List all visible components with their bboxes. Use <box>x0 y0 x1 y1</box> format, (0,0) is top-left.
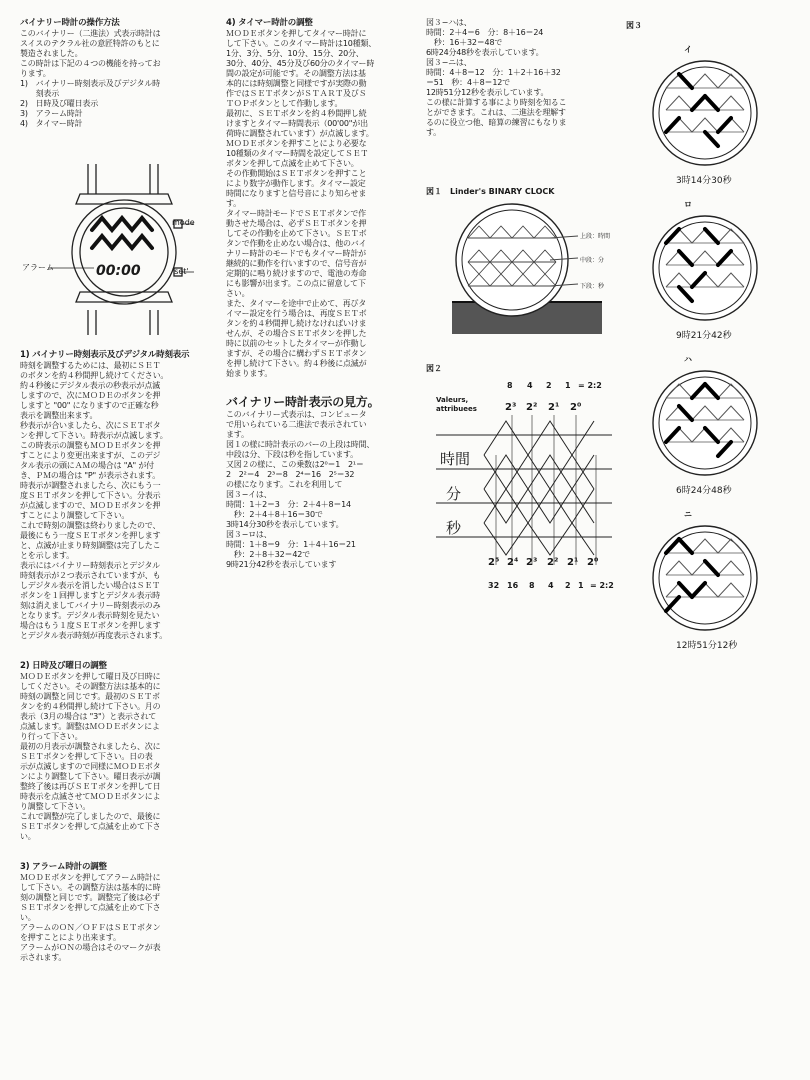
text-line: してその作動を止めて下さい。ＳＥＴボ <box>226 229 367 238</box>
text-line: 時に以前のセットしたタイマーが作動し <box>226 339 367 348</box>
binary-dial-1 <box>650 58 760 168</box>
text-line: となります。デジタル表示時刻を見たい <box>20 611 160 620</box>
text-line: が点滅しますので、ＭＯＤＥボタンを押 <box>20 501 161 510</box>
text-line: けますとタイマー時間表示（00'00"が出 <box>226 119 368 128</box>
text-line: 時刻表示が２つ表示されていますが、も <box>20 571 161 580</box>
text-line: とができます。これは、二進法を理解す <box>426 108 566 117</box>
text-line: ＝51 秒：4＋8＝12で <box>426 78 510 87</box>
text-line: 図３−イは、 <box>226 490 272 499</box>
text-line: タンで作動を止めない場合は、他のバイ <box>226 239 367 248</box>
text-line: 図１の様に時計表示のバーの上段は時間、 <box>226 440 375 449</box>
text-line: す。 <box>426 128 441 137</box>
fig2-bottom-power: 2⁵ <box>488 557 500 568</box>
binary-dial-3 <box>650 368 760 478</box>
text-line: にも影響が出ます。この点に留意して下 <box>226 279 366 288</box>
text-line: 定期的に鳴り続けますので、電池の寿命 <box>226 269 367 278</box>
column-3-text <box>426 18 606 138</box>
intro-text <box>20 29 210 79</box>
text-line: ＳＥＴボタンを押して下さい。日の表 <box>20 752 153 761</box>
text-line: して下さい。このタイマー時計は10種類、 <box>226 39 377 48</box>
list-item: 3) アラーム時計 <box>20 109 83 118</box>
text-line: タンを約４秒間押し続けて下さい。月の <box>20 702 161 711</box>
text-line: るのに役立つ他、暗算の練習にもなりま <box>426 118 567 127</box>
text-line: により数字が動作します。タイマー設定 <box>226 179 366 188</box>
list-item: 1) バイナリー時刻表示及びデジタル時 <box>20 79 160 88</box>
text-line: すことにより変更出来ますが、このデジ <box>20 451 161 460</box>
text-line: しますと "00" になりますので正確な秒 <box>20 401 159 410</box>
column-3 <box>426 18 606 138</box>
text-line: の様になります。これを利用して <box>226 480 343 489</box>
section-2-body <box>20 672 215 842</box>
text-line: せんが、その場合ＳＥＴボタンを押した <box>226 329 367 338</box>
fig2-top-power: 2² <box>526 402 538 413</box>
section-3-heading: 3) アラーム時計の調整 <box>20 862 107 872</box>
text-line: ますが、その場合に構わずＳＥＴボタン <box>226 349 367 358</box>
fig2-bottom-value: 32 <box>488 581 500 590</box>
text-line: 刻の調整と同じです。調整完了後は必ず <box>20 893 160 902</box>
text-line: 時間：2＋4＝6 分：8＋16＝24 <box>426 28 544 37</box>
view-body <box>226 410 416 570</box>
text-line: 最後にもう一度ＳＥＴボタンを押します <box>20 531 161 540</box>
text-line: 30分、40分、45分及び60分のタイマー時 <box>226 59 375 68</box>
text-line: 荷時に調整されています）が点滅します。 <box>226 129 374 138</box>
section-4-body <box>226 29 416 379</box>
fig2-bottom-value: 2 <box>565 581 571 590</box>
fig1-caption: 図１ Linder's BINARY CLOCK <box>426 187 555 196</box>
text-line: 時間：1＋8＝9 分：1＋4＋16＝21 <box>226 540 356 549</box>
text-line: ンにより調整して下さい。曜日表示が調 <box>20 772 161 781</box>
text-line: 時刻を調整するためには、最初にＳＥＴ <box>20 361 161 370</box>
fig2-diagram <box>436 415 612 565</box>
text-line: 整終了後は再びＳＥＴボタンを押して日 <box>20 782 161 791</box>
binary-dial-4 <box>650 523 760 633</box>
text-line: この時表示の調整もＭＯＤＥボタンを押 <box>20 441 161 450</box>
text-line: これで調整が完了しましたので、最後に <box>20 812 161 821</box>
section-4-heading: 4) タイマー時計の調整 <box>226 18 313 28</box>
text-line: 時間：1＋2＝3 分：2＋4＋8＝14 <box>226 500 351 509</box>
text-line: 10種類のタイマー時間を設定してＳＥＴ <box>226 149 369 158</box>
dial-mark: ロ <box>684 200 692 209</box>
text-line: のボタンを約４秒間押し続けてください。 <box>20 371 169 380</box>
text-line: このバイナリー式表示は、コンピュータ <box>226 410 367 419</box>
fig2-bottom-power: 2² <box>547 557 559 568</box>
text-line: ＴＯＰボタンとして作動します。 <box>226 99 343 108</box>
text-line: 表示を調整出来ます。 <box>20 411 98 420</box>
text-line: 継続的に動作を行いますので、信号音が <box>226 259 367 268</box>
text-line: 本的には時刻調整と同様ですが実際の動 <box>226 79 367 88</box>
text-line: で用いられている二進法で表示されてい <box>226 420 367 429</box>
text-line: 秒：16＋32＝48で <box>426 38 503 47</box>
text-line: とを示します。 <box>20 551 74 560</box>
fig1-label-hours: 上段：時間 <box>580 233 611 240</box>
text-line: スイスのテクラル社の意匠特許のもとに <box>20 39 160 48</box>
fig2-row-minutes: 分 <box>446 485 462 503</box>
text-line: その作動開始はＳＥＴボタンを押すこと <box>226 169 367 178</box>
fig2-bottom-value: 8 <box>529 581 535 590</box>
text-line: ＳＥＴボタンを押して点滅を止めて下さ <box>20 822 161 831</box>
text-line: 1分、3分、5分、10分、15分、20分、 <box>226 49 364 58</box>
text-line: い。 <box>20 832 36 841</box>
text-line: 作ではＳＥＴボタンがＳＴＡＲＴ及びＳ <box>226 89 367 98</box>
text-line: また、タイマーを途中で止めて、再びタ <box>226 299 367 308</box>
text-line: しデジタル表示を消したい場合はＳＥＴ <box>20 581 160 590</box>
text-line: して下さい。その調整方法は基本的に時 <box>20 883 161 892</box>
text-line: 最初の月表示が調整されましたら、次に <box>20 742 161 751</box>
text-line: タル表示の頭にＡＭの場合は "A" が付 <box>20 461 154 470</box>
fig2-row-seconds: 秒 <box>446 519 462 537</box>
text-line: とデジタル表示時刻が再度表示されます。 <box>20 631 168 640</box>
fig2-bottom-power: 2⁴ <box>507 557 519 568</box>
text-line: この様に計算する事により時刻を知るこ <box>426 98 567 107</box>
fig2-valeurs-2: attribuees <box>436 405 477 413</box>
text-line: 時間になりますと信号音により知らせま <box>226 189 367 198</box>
fig2-row-hours: 時間 <box>440 450 471 468</box>
section-1-body <box>20 361 215 641</box>
watch-time-label: 00:00 <box>96 263 141 279</box>
text-line: 示が点滅しますので同様にＭＯＤＥボタ <box>20 762 161 771</box>
dial-caption: 3時14分30秒 <box>676 176 732 186</box>
text-line: ります。 <box>20 69 51 78</box>
watch-mode-label: mode <box>172 218 195 227</box>
text-line: す。 <box>226 199 241 208</box>
fig2-top-power: 2³ <box>505 402 517 413</box>
text-line: ＭＯＤＥボタンを押すことにより必要な <box>226 139 367 148</box>
text-line: ボタンを１回押しますとデジタル表示時 <box>20 591 160 600</box>
watch-illustration <box>18 160 218 335</box>
text-line: 動させた場合は、必ずＳＥＴボタンを押 <box>226 219 367 228</box>
text-line: り調整して下さい。 <box>20 802 91 811</box>
text-line: 秒：2＋8＋32＝42で <box>226 550 310 559</box>
manual-heading: バイナリー時計の操作方法 <box>20 18 120 28</box>
dial-mark: ハ <box>684 355 692 364</box>
text-line: を押し続けて下さい。約４秒後に点滅が <box>226 359 367 368</box>
section-1-heading: 1) バイナリー時刻表示及びデジタル時刻表示 <box>20 350 190 360</box>
text-line: この時計は下記の４つの機能を持ってお <box>20 59 161 68</box>
watch-alarm-label: アラーム <box>22 263 54 272</box>
text-line: 約４秒後にデジタル表示の秒表示が点滅 <box>20 381 160 390</box>
text-line: 2 2²＝4 2³＝8 2⁴＝16 2⁵＝32 <box>226 470 355 479</box>
list-item: 2) 日時及び曜日表示 <box>20 99 99 108</box>
text-line: 時刻の調整と同じです。最初のＳＥＴボ <box>20 692 160 701</box>
fig2-top-value: 4 <box>527 381 533 390</box>
text-line: タイマー時計モードでＳＥＴボタンで作 <box>226 209 366 218</box>
text-line: 始まります。 <box>226 369 273 378</box>
text-line: ます。 <box>226 430 249 439</box>
text-line: 6時24分48秒を表示しています。 <box>426 48 544 57</box>
fig2-bottom-value: 1 <box>578 581 584 590</box>
text-line: り行って下さい。 <box>20 732 83 741</box>
fig2-top-value: 1 <box>565 381 571 390</box>
text-line: 3時14分30秒を表示しています。 <box>226 520 344 529</box>
text-line: 12時51分12秒を表示しています。 <box>426 88 549 97</box>
text-line: このバイナリー（二進法）式表示時計は <box>20 29 161 38</box>
text-line: 秒表示が合いましたら、次にＳＥＴボタ <box>20 421 161 430</box>
list-item: 刻表示 <box>20 89 59 98</box>
watch-set-label: 'set' <box>172 267 189 276</box>
text-line: さい。 <box>226 289 250 298</box>
text-line: ナリー時計のモードでもタイマー時計が <box>226 249 366 258</box>
fig2-bottom-value: 4 <box>548 581 554 590</box>
fig2-top-value: = 2:2 <box>578 381 602 390</box>
text-line: しますので、次にＭＯＤＥのボタンを押 <box>20 391 161 400</box>
text-line: 間の設定が可能です。その調整方法は基 <box>226 69 366 78</box>
text-line: アラームがＯＮの場合はそのマークが表 <box>20 943 161 952</box>
text-line: ＭＯＤＥボタンを押して曜日及び日時に <box>20 672 161 681</box>
fig2-valeurs-1: Valeurs, <box>436 396 469 404</box>
fig2-bottom-value: = 2:2 <box>590 581 614 590</box>
text-line: タンを約４秒間押し続けなければいけま <box>226 319 367 328</box>
text-line: を押すことにより出来ます。 <box>20 933 121 942</box>
fig2-top-value: 2 <box>546 381 552 390</box>
fig2-bottom-power: 2⁰ <box>587 557 599 568</box>
text-line: 図３−ロは、 <box>226 530 272 539</box>
text-line: 点滅します。調整はＭＯＤＥボタンによ <box>20 722 160 731</box>
text-line: 図３−ニは、 <box>426 58 472 67</box>
text-line: 図３−ハは、 <box>426 18 472 27</box>
text-line: ボタンを押して点滅を止めて下さい。 <box>226 159 359 168</box>
text-line: 時表示を点滅させてＭＯＤＥボタンによ <box>20 792 161 801</box>
functions-list <box>20 79 210 129</box>
fig3-caption: 図３ <box>626 21 642 30</box>
text-line: と、点滅が止まり時刻調整は完了したこ <box>20 541 161 550</box>
text-line: イマー設定を行う場合は、再度ＳＥＴボ <box>226 309 367 318</box>
column-2 <box>226 18 416 570</box>
text-line: 刻は消えましてバイナリー時刻表示のみ <box>20 601 161 610</box>
fig2-top-value: 8 <box>507 381 513 390</box>
text-line: ＭＯＤＥボタンを押してタイマー時計に <box>226 29 367 38</box>
column-1 <box>20 18 210 129</box>
text-line: 又図２の様に、この乗数は2⁰＝1 2¹＝ <box>226 460 364 469</box>
text-line: アラームのＯＮ／ＯＦＦはＳＥＴボタン <box>20 923 161 932</box>
text-line: 度ＳＥＴボタンを押して下さい。分表示 <box>20 491 161 500</box>
fig1-label-minutes: 中段：分 <box>580 257 605 264</box>
text-line: 表示にはバイナリー時刻表示とデジタル <box>20 561 160 570</box>
dial-mark: ニ <box>684 510 692 519</box>
text-line: 示されます。 <box>20 953 67 962</box>
text-line: ンを押して下さい。時表示が点滅します。 <box>20 431 168 440</box>
text-line: ＭＯＤＥボタンを押してアラーム時計に <box>20 873 161 882</box>
text-line: 秒：2＋4＋8＋16＝30で <box>226 510 323 519</box>
fig2-top-power: 2⁰ <box>570 402 582 413</box>
text-line: してください。その調整方法は基本的に <box>20 682 161 691</box>
section-3-body <box>20 873 215 963</box>
dial-caption: 9時21分42秒 <box>676 331 732 341</box>
dial-mark: イ <box>684 45 692 54</box>
dial-caption: 6時24分48秒 <box>676 486 732 496</box>
text-line: これで時刻の調整は終わりましたので、 <box>20 521 161 530</box>
dial-caption: 12時51分12秒 <box>676 641 738 651</box>
section-2-heading: 2) 日時及び曜日の調整 <box>20 661 107 671</box>
text-line: 製造されました。 <box>20 49 83 58</box>
fig2-caption: 図２ <box>426 364 442 373</box>
text-line: すことにより調整して下さい。 <box>20 511 130 520</box>
text-line: 最初に、ＳＥＴボタンを約４秒間押し続 <box>226 109 367 118</box>
text-line: い。 <box>20 913 36 922</box>
text-line: 時表示が調整されましたら、次にもう一 <box>20 481 161 490</box>
text-line: 表示（3月の場合は "3"）と表示されて <box>20 712 157 721</box>
list-item: 4) タイマー時計 <box>20 119 83 128</box>
view-heading: バイナリー時計表示の見方。 <box>226 395 380 409</box>
fig2-bottom-power: 2¹ <box>567 557 579 568</box>
text-line: き、ＰＭの場合は "P" が表示されます。 <box>20 471 161 480</box>
fig2-bottom-value: 16 <box>507 581 519 590</box>
text-line: 9時21分42秒を表示しています <box>226 560 337 569</box>
text-line: ＳＥＴボタンを押して点滅を止めて下さ <box>20 903 161 912</box>
fig2-top-power: 2¹ <box>548 402 560 413</box>
column-1-sections <box>20 350 215 963</box>
text-line: 中段は分、下段は秒を指しています。 <box>226 450 358 459</box>
fig1-binary-clock <box>446 200 616 340</box>
text-line: 時間：4＋8＝12 分：1＋2＋16＋32 <box>426 68 561 77</box>
text-line: 場合はもう１度ＳＥＴボタンを押します <box>20 621 161 630</box>
fig1-label-seconds: 下段：秒 <box>580 283 605 290</box>
fig2-bottom-power: 2³ <box>526 557 538 568</box>
binary-dial-2 <box>650 213 760 323</box>
